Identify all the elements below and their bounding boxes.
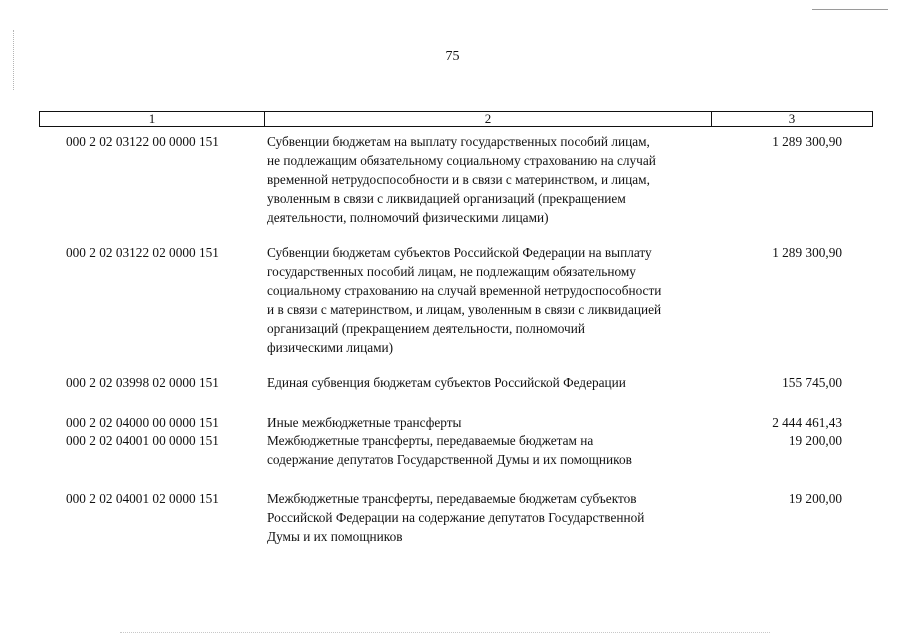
description-line: Субвенции бюджетам субъектов Российской Федерации на выплату	[267, 245, 652, 260]
description-line: Думы и их помощников	[267, 529, 403, 544]
row-amount: 19 200,00	[788, 491, 842, 506]
description-line: социальному страхованию на случай временной нетрудоспособности	[267, 283, 662, 298]
description-line: Субвенции бюджетам на выплату государственных пособий лицам,	[267, 134, 650, 149]
page-number: 75	[445, 49, 460, 64]
budget-code: 000 2 02 04000 00 0000 151	[66, 415, 219, 430]
row-description	[267, 489, 712, 546]
row-amount: 2 444 461,43	[772, 415, 842, 430]
column-header-1: 1	[148, 111, 156, 126]
scan-bottom-marks	[120, 632, 770, 634]
budget-code: 000 2 02 03122 00 0000 151	[66, 134, 219, 149]
row-description	[267, 132, 712, 227]
description-line: временной нетрудоспособности и в связи с материнством, и лицам,	[267, 172, 650, 187]
row-description	[267, 431, 712, 469]
description-line: Межбюджетные трансферты, передаваемые бюджетам на	[267, 433, 594, 448]
description-line: Единая субвенция бюджетам субъектов Российской Федерации	[267, 375, 626, 390]
budget-code: 000 2 02 03998 02 0000 151	[66, 375, 219, 390]
description-line: Межбюджетные трансферты, передаваемые бюджетам субъектов	[267, 491, 637, 506]
column-header-2: 2	[264, 112, 711, 126]
row-amount: 1 289 300,90	[772, 134, 842, 149]
budget-code: 000 2 02 03122 02 0000 151	[66, 245, 219, 260]
description-line: деятельности, полномочий физическими лицами)	[267, 210, 549, 225]
description-line: и в связи с материнством, и лицам, уволенным в связи с ликвидацией	[267, 302, 662, 317]
row-description	[267, 243, 712, 357]
budget-code: 000 2 02 04001 00 0000 151	[66, 433, 219, 448]
description-line: организаций (прекращением деятельности, полномочий	[267, 321, 585, 336]
table-header	[39, 111, 873, 127]
row-amount: 155 745,00	[782, 375, 842, 390]
description-line: государственных пособий лицам, не подлежащим обязательному	[267, 264, 636, 279]
description-line: физическими лицами)	[267, 340, 394, 355]
description-line: уволенным в связи с ликвидацией организаций (прекращением	[267, 191, 626, 206]
row-amount: 1 289 300,90	[772, 245, 842, 260]
row-description	[267, 373, 712, 392]
column-header-3: 3	[711, 112, 872, 126]
description-line: Российской Федерации на содержание депутатов Государственной	[267, 510, 645, 525]
scan-edge-mark	[812, 9, 888, 10]
description-line: Иные межбюджетные трансферты	[267, 415, 462, 430]
row-amount: 19 200,00	[788, 433, 842, 448]
description-line: содержание депутатов Государственной Думы и их помощников	[267, 452, 632, 467]
description-line: не подлежащим обязательному социальному страхованию на случай	[267, 153, 656, 168]
budget-code: 000 2 02 04001 02 0000 151	[66, 491, 219, 506]
row-description	[267, 413, 712, 432]
